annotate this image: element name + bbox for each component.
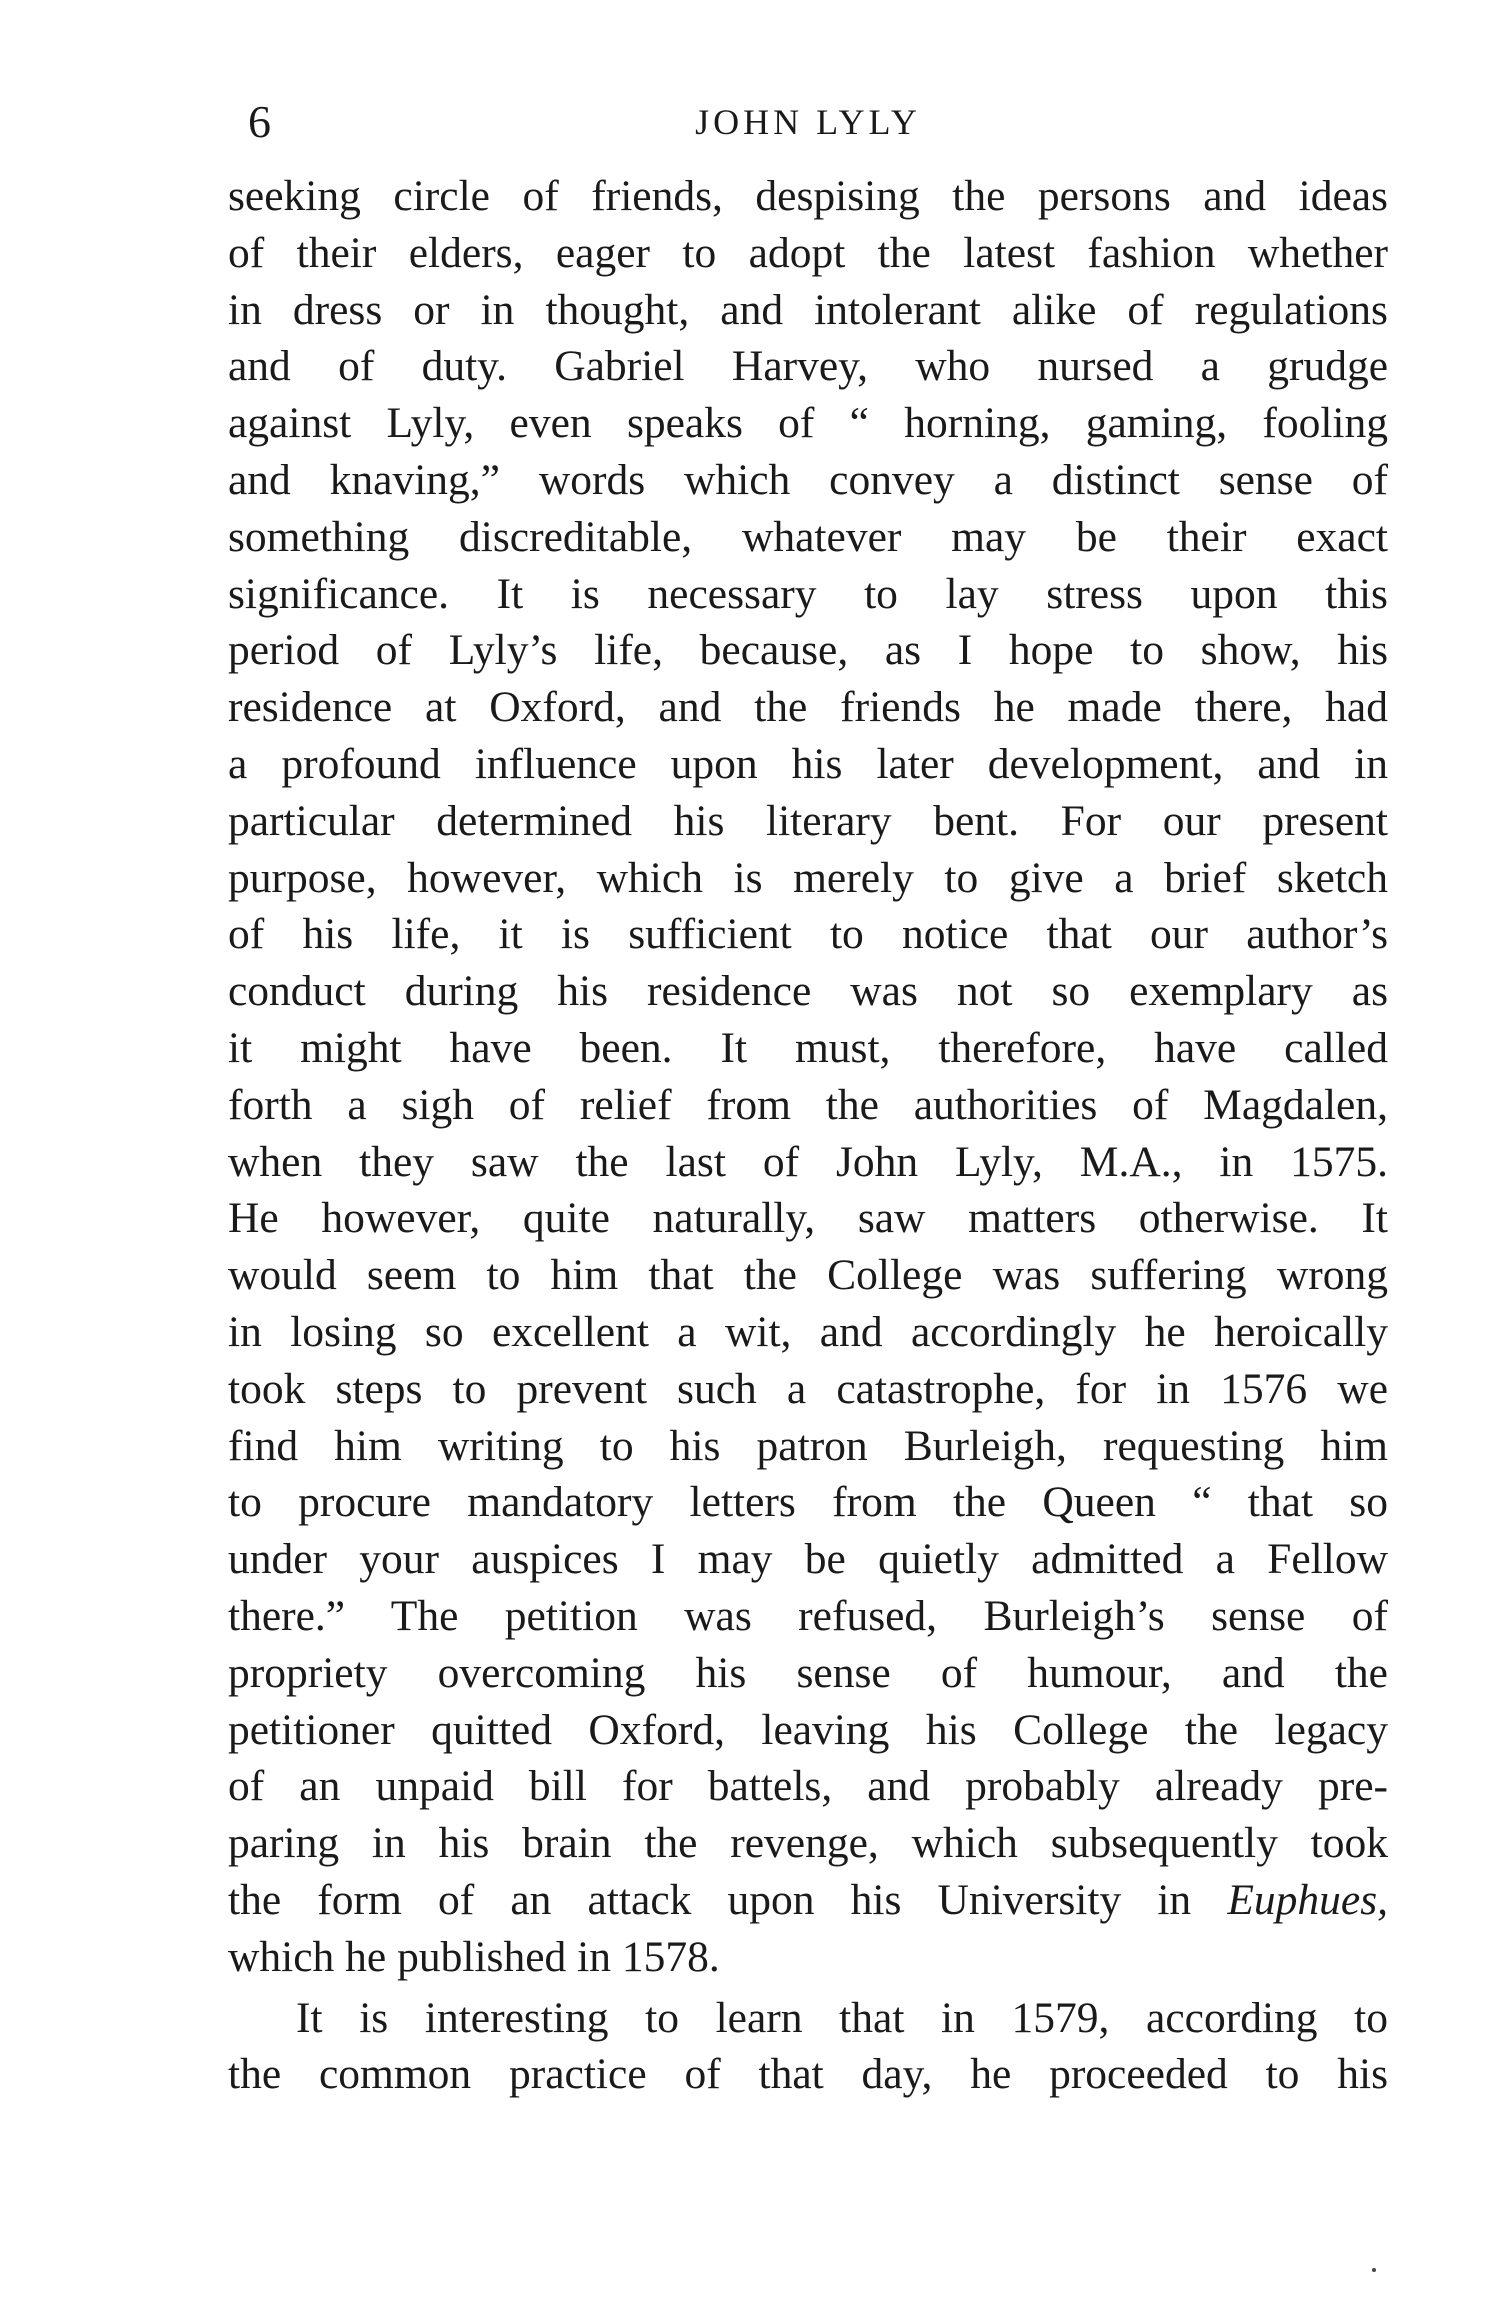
body-text — [228, 168, 1388, 2103]
text-line: of an unpaid bill for battels, and probably already pre- — [228, 1762, 1388, 1811]
text-line: under your auspices I may be quietly admitted a Fellow — [228, 1535, 1388, 1584]
text-line: propriety overcoming his sense of humour, and the — [228, 1648, 1388, 1697]
text-line: seeking circle of friends, despising the persons and ideas — [228, 172, 1388, 220]
text-line: took steps to prevent such a catastrophe, for in 1576 we — [228, 1364, 1388, 1413]
text-line-with-title — [228, 1872, 1388, 1929]
text-line: to procure mandatory letters from the Queen “ that so — [228, 1478, 1388, 1527]
page-speck — [1372, 2268, 1376, 2272]
text-line: He however, quite naturally, saw matters otherwise. It — [228, 1194, 1388, 1243]
text-line: significance. It is necessary to lay stress upon this — [228, 569, 1388, 618]
text-line: when they saw the last of John Lyly, M.A., in 1575. — [228, 1137, 1388, 1186]
text-line: purpose, however, which is merely to give a brief sketch — [228, 853, 1388, 902]
text-line: forth a sigh of relief from the authorities of Magdalen, — [228, 1080, 1388, 1129]
text-segment: the form of an attack upon his University in — [228, 1875, 1192, 1924]
text-line: it might have been. It must, therefore, have called — [228, 1023, 1388, 1072]
text-line: which he published in 1578. — [228, 1932, 720, 1981]
text-line: petitioner quitted Oxford, leaving his College the legacy — [228, 1705, 1388, 1754]
text-line: of his life, it is sufficient to notice that our author’s — [228, 910, 1388, 959]
text-line: there.” The petition was refused, Burleigh’s sense of — [228, 1591, 1388, 1640]
page-number: 6 — [248, 96, 271, 147]
book-title-euphues: Euphues, — [1227, 1875, 1388, 1924]
text-line: residence at Oxford, and the friends he made there, had — [228, 683, 1388, 732]
text-line: would seem to him that the College was suffering wrong — [228, 1251, 1388, 1300]
text-line: of their elders, eager to adopt the latest fashion whether — [228, 228, 1388, 277]
text-line: conduct during his residence was not so exemplary as — [228, 967, 1388, 1016]
running-head — [228, 92, 1388, 152]
text-line: in dress or in thought, and intolerant alike of regulations — [228, 285, 1388, 334]
text-line: a profound influence upon his later development, and in — [228, 739, 1388, 788]
text-line: the common practice of that day, he proceeded to his — [228, 2050, 1388, 2099]
text-line: and knaving,” words which convey a distinct sense of — [228, 455, 1388, 504]
text-line: period of Lyly’s life, because, as I hope to show, his — [228, 626, 1388, 675]
text-line: something discreditable, whatever may be their exact — [228, 512, 1388, 561]
text-line: paring in his brain the revenge, which subsequently took — [228, 1819, 1388, 1868]
text-line: particular determined his literary bent. For our present — [228, 796, 1388, 845]
text-line: and of duty. Gabriel Harvey, who nursed a grudge — [228, 342, 1388, 391]
text-line: against Lyly, even speaks of “ horning, gaming, fooling — [228, 399, 1388, 448]
text-line: It is interesting to learn that in 1579, according to — [296, 1993, 1388, 2042]
running-title: JOHN LYLY — [695, 102, 921, 142]
text-line: in losing so excellent a wit, and accordingly he heroically — [228, 1307, 1388, 1356]
paragraph-2 — [228, 1990, 1388, 2104]
text-line: find him writing to his patron Burleigh, requesting him — [228, 1421, 1388, 1470]
paragraph-1 — [228, 168, 1388, 1986]
